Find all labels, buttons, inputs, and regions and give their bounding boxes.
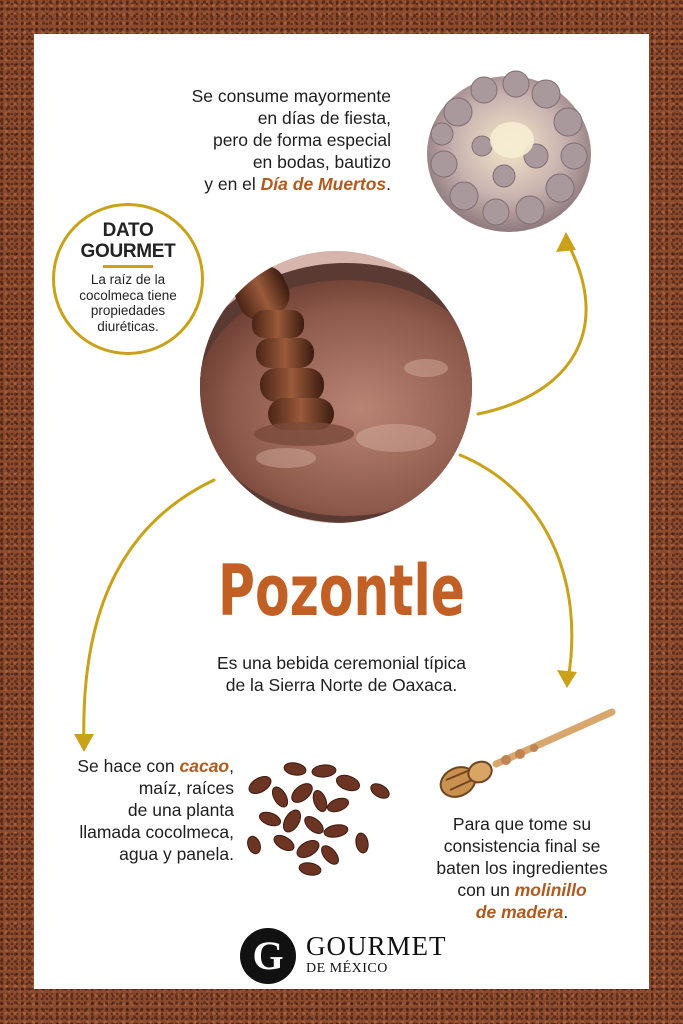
consumption-note [131, 85, 391, 195]
consumption-line-4: en bodas, bautizo [252, 152, 391, 172]
dia-de-muertos-highlight: Día de Muertos [260, 174, 387, 194]
consumption-line-1: Se consume mayormente [191, 86, 391, 106]
logo-name: GOURMET [306, 931, 447, 961]
consumption-line-5: y en el Día de Muertos. [204, 174, 391, 194]
consumption-line-3: pero de forma especial [212, 130, 391, 150]
dato-gourmet-text: La raíz de la cocolmeca tiene propiedades diuréticas. [79, 272, 177, 334]
preparation-line-5: de madera. [475, 902, 569, 922]
dato-gourmet-badge [52, 203, 204, 355]
logo-subtitle: DE MÉXICO [306, 961, 388, 976]
logo-g-icon: G [240, 928, 296, 984]
de-madera-highlight: de madera [475, 902, 564, 922]
preparation-note: Para que tome su consistencia final se baten los ingredientes con un molinillo de madera. [412, 813, 632, 923]
molinillo-image [436, 702, 616, 802]
pozontle-bowl-image [196, 248, 476, 526]
cacao-highlight: cacao [179, 756, 230, 776]
cacao-beans-image [240, 757, 390, 879]
dato-divider [103, 265, 153, 268]
molinillo-highlight: molinillo [514, 880, 587, 900]
gourmet-de-mexico-logo [240, 928, 450, 984]
pan-de-muerto-image [418, 60, 600, 242]
preparation-line-4: con un molinillo [457, 880, 587, 900]
page-title: Pozontle [218, 550, 465, 632]
consumption-line-2: en días de fiesta, [257, 108, 391, 128]
ingredients-note: Se hace con cacao, maíz, raíces de una planta llamada cocolmeca, agua y panela. [62, 755, 234, 865]
ingredients-line-1: Se hace con cacao, [77, 756, 234, 776]
subtitle: Es una bebida ceremonial típica de la Sierra Norte de Oaxaca. [216, 653, 467, 695]
dato-gourmet-title: DATO GOURMET [80, 220, 176, 262]
